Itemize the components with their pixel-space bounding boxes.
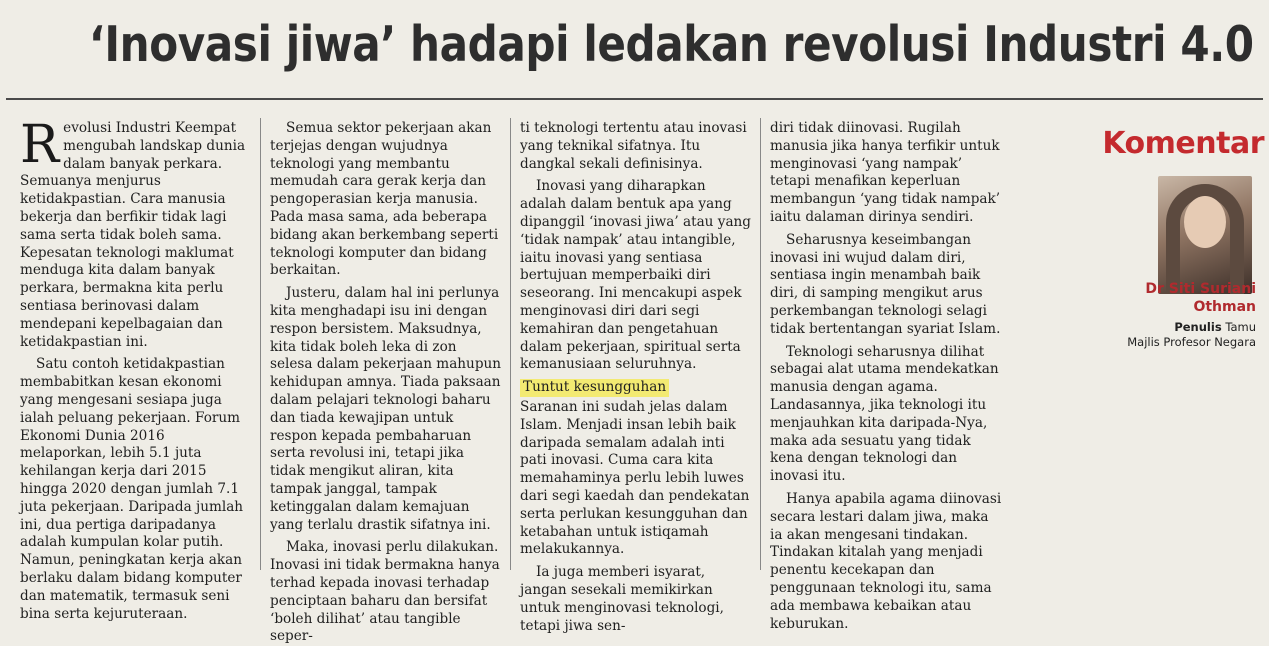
column-2 <box>270 120 502 645</box>
column-3 <box>520 120 752 634</box>
author-role <box>1127 320 1256 350</box>
lead-text: evolusi Industri Keempat mengubah landskap dunia dalam banyak perkara. Semuanya menjurus ketidakpastian. Cara manusia bekerja dan berfikir tidak lagi sama serta tidak boleh sama. Kepesatan teknologi maklumat menduga kita dalam banyak perkara, bermakna kita perlu sentiasa berinovasi dalam mendepani kepelbagaian dan ketidakpastian ini. <box>20 120 246 350</box>
paragraph: ti teknologi tertentu atau inovasi yang teknikal sifatnya. Itu dangkal sekali definisinya. <box>520 120 747 172</box>
dropcap: R <box>20 115 60 175</box>
column-4 <box>770 120 1002 632</box>
lead-paragraph <box>20 115 252 351</box>
column-1 <box>20 115 252 622</box>
paragraph: Hanya apabila agama diinovasi secara lestari dalam jiwa, maka ia akan mengesani tindakan. Tindakan kitalah yang menjadi penentu kecekapan dan penggunaan teknologi itu, sama ada membawa kebaikan atau keburukan. <box>770 490 1002 632</box>
paragraph: Seharusnya keseimbangan inovasi ini wujud dalam diri, sentiasa ingin menambah baik diri, di samping mengikut arus perkembangan teknologi selagi tidak bertentangan syariat Islam. <box>770 231 1001 337</box>
author-sidebar <box>1070 120 1264 570</box>
paragraph: diri tidak diinovasi. Rugilah manusia jika hanya terfikir untuk menginovasi ‘yang nampak’ tetapi menafikan keperluan membangun ‘yang tidak nampak’ iaitu dalaman dirinya sendiri. <box>770 120 1001 225</box>
paragraph: Justeru, dalam hal ini perlunya kita menghadapi isu ini dengan respon bersistem. Maksudnya, kita tidak boleh leka di zon selesa dalam pekerjaan mahupun kehidupan amnya. Tiada paksaan dalam pelajari teknologi baharu dan tiada kewajipan untuk respon kepada pembaharuan serta revolusi ini, tetapi jika tidak mengikut aliran, kita tampak janggal, tampak ketinggalan dalam kemajuan yang terlalu drastik sifatnya ini. <box>270 285 502 533</box>
author-name-line2: Othman <box>1193 299 1256 315</box>
author-photo <box>1158 176 1252 294</box>
paragraph: Inovasi yang diharapkan adalah dalam bentuk apa yang dipanggil ‘inovasi jiwa’ atau yang ‘tidak nampak’ atau intangible, iaitu inovasi yang sentiasa bertujuan memperbaiki diri seseorang. Ini mencakupi aspek menginovasi diri dari segi kemahiran dan pengetahuan dalam pekerjaan, spiritual serta kemanusiaan seluruhnya. <box>520 178 752 373</box>
column-divider <box>510 118 511 570</box>
paragraph: Semua sektor pekerjaan akan terjejas dengan wujudnya teknologi yang membantu memudah cara gerak kerja dan pengoperasian kerja manusia. Pada masa sama, ada beberapa bidang akan berkembang seperti teknologi komputer dan bidang berkaitan. <box>270 120 499 279</box>
headline-rule <box>6 98 1263 100</box>
role-rest: Tamu <box>1221 320 1256 334</box>
column-divider <box>260 118 261 570</box>
column-divider <box>760 118 761 570</box>
role-bold: Penulis <box>1174 320 1222 334</box>
author-name <box>1145 280 1256 316</box>
photo-face <box>1184 196 1226 248</box>
paragraph: Teknologi seharusnya dilihat sebagai alat utama mendekatkan manusia dengan agama. Landasannya, jika teknologi itu menjauhkan kita daripada-Nya, maka ada sesuatu yang tidak kena dengan teknologi dan inovasi itu. <box>770 343 999 485</box>
paragraph: Satu contoh ketidakpastian membabitkan kesan ekonomi yang mengesani sesiapa juga ialah peluang pekerjaan. Forum Ekonomi Dunia 2016 melaporkan, lebih 5.1 juta kehilangan kerja dari 2015 hingga 2020 dengan jumlah 7.1 juta pekerjaan. Daripada jumlah ini, dua pertiga daripadanya adalah kumpulan kolar putih. Namun, peningkatan kerja akan berlaku dalam bidang komputer dan matematik, termasuk seni bina serta kejuruteraan. <box>20 356 244 622</box>
subheading: Tuntut kesungguhan <box>520 379 669 397</box>
author-name-line1: Dr Siti Suriani <box>1145 281 1256 297</box>
headline: ‘Inovasi jiwa’ hadapi ledakan revolusi Industri 4.0 <box>88 16 1254 73</box>
paragraph: Ia juga memberi isyarat, jangan sesekali memikirkan untuk menginovasi teknologi, tetapi jiwa sen- <box>520 564 724 634</box>
section-label: Komentar <box>1102 126 1264 161</box>
role-line2: Majlis Profesor Negara <box>1127 335 1256 349</box>
paragraph: Saranan ini sudah jelas dalam Islam. Menjadi insan lebih baik daripada semalam adalah inti pati inovasi. Cuma cara kita memahaminya perlu lebih luwes dari segi kaedah dan pendekatan serta perlukan kesungguhan dan ketabahan untuk istiqamah melakukannya. <box>520 398 750 558</box>
paragraph: Maka, inovasi perlu dilakukan. Inovasi ini tidak bermakna hanya terhad kepada inovasi terhadap penciptaan baharu dan bersifat ‘boleh dilihat’ atau tangible seper- <box>270 539 500 645</box>
